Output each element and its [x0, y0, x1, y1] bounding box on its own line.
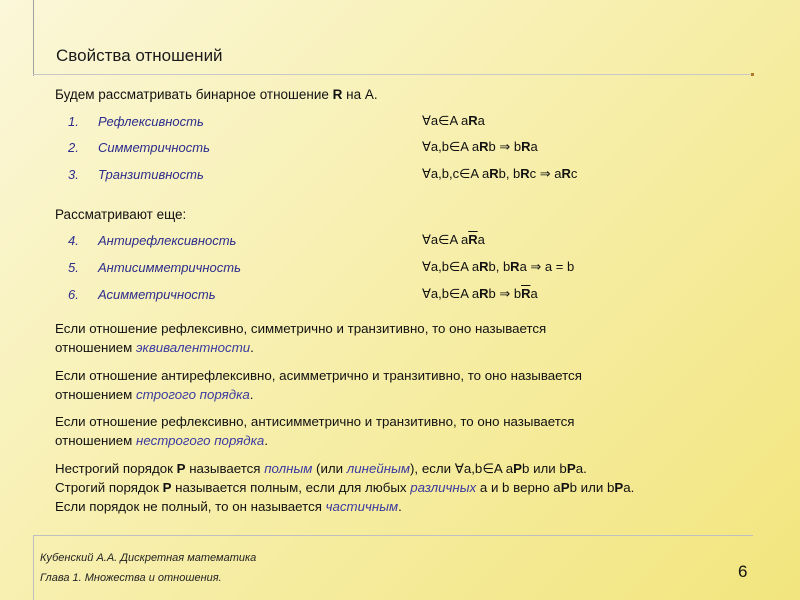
formula-6: ∀a,b∈A aRb ⇒ $b\overline{R}a$ — [422, 286, 538, 301]
intro-text-end: на А. — [342, 87, 378, 102]
paragraph-total-order: Нестрогий порядок P называется полным (или линейным), если ∀a,b∈A aPb или bPa. Строгий порядок P называется полным, если для любых различных a и b верно aPb или bPa. Если порядок не полный, то он называется частичным. — [55, 461, 635, 514]
title-underline — [33, 74, 753, 75]
footer-vertical-line — [33, 535, 34, 600]
paragraph-equivalence: Если отношение рефлексивно, симметрично и транзитивно, то оно называется отношением эквивалентности. — [55, 321, 547, 355]
property-5: 5. Антисимметричность — [68, 260, 241, 275]
property-4: 4. Антирефлексивность — [68, 233, 237, 248]
property-1: 1. Рефлексивность — [68, 114, 204, 129]
formula-3: ∀a,b,c∈A aRb, bRc ⇒ aRc — [422, 166, 578, 181]
paragraph-nonstrict-order: Если отношение рефлексивно, антисимметрично и транзитивно, то оно называется отношением нестрогого порядка. — [55, 414, 575, 448]
footer-divider — [33, 535, 753, 536]
formula-4: ∀a∈A $a\overline{R}a$ — [422, 232, 485, 247]
intro-text: Будем рассматривать бинарное отношение — [55, 87, 333, 102]
property-6: 6. Асимметричность — [68, 287, 216, 302]
term-strict-order: строгого порядка — [136, 387, 250, 402]
page-number: 6 — [738, 562, 748, 581]
footer-author: Кубенский А.А. Дискретная математика — [40, 552, 257, 564]
relation-symbol: R — [332, 87, 343, 102]
term-nonstrict-order: нестрогого порядка — [136, 433, 265, 448]
property-3: 3. Транзитивность — [68, 167, 204, 182]
footer-chapter: Глава 1. Множества и отношения. — [40, 572, 222, 584]
paragraph-strict-order: Если отношение антирефлексивно, асимметрично и транзитивно, то оно называется отношением строгого порядка. — [55, 368, 582, 402]
frame-vertical-line — [33, 0, 34, 76]
term-partial: частичным — [325, 499, 399, 514]
formula-1: ∀a∈A aRa — [422, 113, 485, 128]
term-equivalence: эквивалентности — [136, 340, 251, 355]
intro-line — [55, 87, 378, 102]
decorative-dot — [751, 73, 754, 76]
formula-2: ∀a,b∈A aRb ⇒ bRa — [422, 139, 538, 154]
slide-title: Свойства отношений — [56, 46, 223, 65]
property-2: 2. Симметричность — [68, 140, 210, 155]
more-label: Рассматривают еще: — [55, 207, 187, 222]
formula-5: ∀a,b∈A aRb, bRa ⇒ a = b — [422, 259, 575, 274]
